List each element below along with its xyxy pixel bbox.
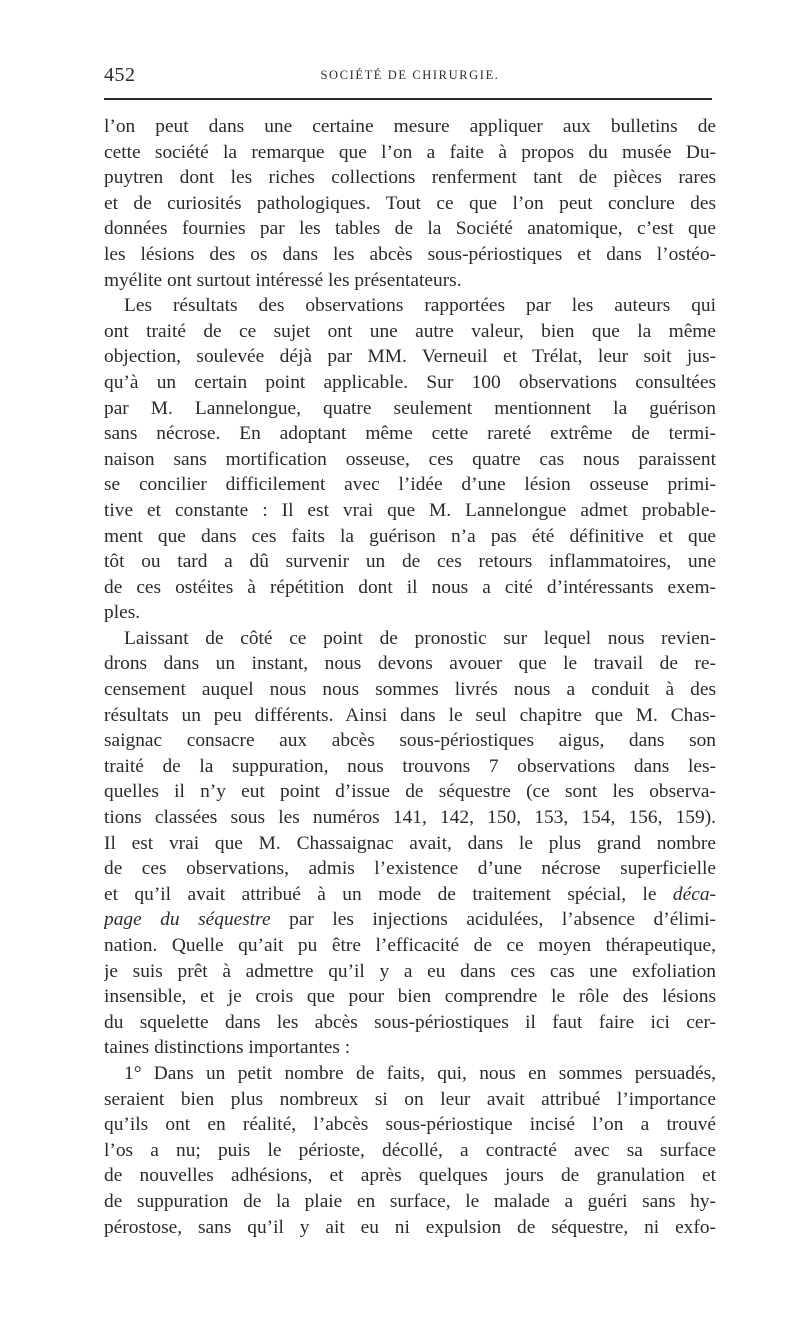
text-line: l’on peut dans une certaine mesure appliquer aux bulletins de — [104, 116, 716, 137]
paragraph-1 — [104, 114, 716, 293]
text-line: données fournies par les tables de la Société anatomique, c’est que — [104, 218, 716, 240]
running-title: SOCIÉTÉ DE CHIRURGIE. — [320, 68, 500, 82]
text-line: par M. Lannelongue, quatre seulement mentionnent la guérison — [104, 397, 716, 419]
text-line: Les résultats des observations rapportées par les auteurs qui — [124, 295, 716, 317]
text-line: nation. Quelle qu’ait pu être l’efficacité de ce moyen thérapeutique, — [104, 935, 716, 956]
text-line: ont traité de ce sujet ont une autre valeur, bien que la même — [104, 320, 716, 342]
text-line: taines distinctions importantes : — [104, 1037, 351, 1059]
page-number: 452 — [104, 64, 136, 86]
text-line: Il est vrai que M. Chassaignac avait, dans le plus grand nombre — [104, 832, 716, 854]
text-line: quelles il n’y eut point d’issue de séquestre (ce sont les observa- — [104, 781, 716, 803]
text-line: je suis prêt à admettre qu’il y a eu dans ces cas une exfoliation — [104, 960, 716, 982]
text-line: résultats un peu différents. Ainsi dans le seul chapitre que M. Chas- — [104, 704, 716, 726]
text-line: cette société la remarque que l’on a faite à propos du musée Du- — [104, 141, 716, 163]
text-line: et de curiosités pathologiques. Tout ce que l’on peut conclure des — [104, 192, 716, 214]
text-line: tôt ou tard a dû survenir un de ces retours inflammatoires, une — [104, 551, 716, 573]
text-line: objection, soulevée déjà par MM. Verneuil et Trélat, leur soit jus- — [104, 346, 716, 368]
text-line-with-italic — [104, 907, 716, 933]
text-line: naison sans mortification osseuse, ces quatre cas nous paraissent — [104, 448, 716, 470]
italic-segment: page du séquestre — [104, 909, 271, 931]
text-line: saignac consacre aux abcès sous-périostiques aigus, dans son — [104, 730, 716, 752]
text-line: myélite ont surtout intéressé les présentateurs. — [104, 269, 462, 291]
text-line: qu’à un certain point applicable. Sur 100 observations consultées — [104, 371, 716, 393]
text-line: censement auquel nous nous sommes livrés nous a conduit à des — [104, 679, 716, 701]
text-line: de suppuration de la plaie en surface, le malade a guéri sans hy- — [104, 1190, 716, 1212]
text-line-with-italic — [104, 882, 716, 908]
italic-segment: déca- — [672, 883, 716, 905]
text-line: l’os a nu; puis le périoste, décollé, a contracté avec sa surface — [104, 1139, 716, 1161]
text-line: 1° Dans un petit nombre de faits, qui, nous en sommes persuadés, — [124, 1062, 716, 1084]
text-segment: par les injections acidulées, l’absence d’élimi- — [270, 909, 716, 931]
text-line: ples. — [104, 602, 141, 624]
text-line: de ces observations, admis l’existence d’une nécrose superficielle — [104, 858, 716, 880]
body-text — [104, 114, 716, 1240]
text-line: tive et constante : Il est vrai que M. Lannelongue admet probable- — [104, 499, 716, 521]
text-line: drons dans un instant, nous devons avouer que le travail de re- — [104, 653, 716, 675]
text-line: de nouvelles adhésions, et après quelques jours de granulation et — [104, 1165, 716, 1187]
text-line: insensible, et je crois que pour bien comprendre le rôle des lésions — [104, 986, 716, 1008]
text-line: Laissant de côté ce point de pronostic sur lequel nous revien- — [124, 627, 716, 649]
text-line: ment que dans ces faits la guérison n’a pas été définitive et que — [104, 525, 716, 547]
text-line: sans nécrose. En adoptant même cette rareté extrême de termi- — [104, 423, 716, 445]
text-line: puytren dont les riches collections renferment tant de pièces rares — [104, 167, 716, 189]
paragraph-3 — [104, 626, 716, 1061]
paragraph-4 — [104, 1061, 716, 1240]
text-line: seraient bien plus nombreux si on leur avait attribué l’importance — [104, 1088, 716, 1110]
text-line: pérostose, sans qu’il y ait eu ni expulsion de séquestre, ni exfo- — [104, 1216, 716, 1238]
text-segment: et qu’il avait attribué à un mode de traitement spécial, le — [104, 883, 657, 905]
text-line: traité de la suppuration, nous trouvons 7 observations dans les- — [104, 755, 716, 777]
header-rule — [104, 98, 712, 100]
page-header — [104, 60, 716, 88]
text-line: qu’ils ont en réalité, l’abcès sous-périostique incisé l’on a trouvé — [104, 1114, 716, 1136]
text-line: du squelette dans les abcès sous-périostiques il faut faire ici cer- — [104, 1011, 716, 1033]
text-line: de ces ostéites à répétition dont il nous a cité d’intéressants exem- — [104, 576, 716, 598]
paragraph-2 — [104, 293, 716, 626]
text-line: tions classées sous les numéros 141, 142, 150, 153, 154, 156, 159). — [104, 807, 716, 829]
text-line: se concilier difficilement avec l’idée d’une lésion osseuse primi- — [104, 474, 716, 496]
text-line: les lésions des os dans les abcès sous-périostiques et dans l’ostéo- — [104, 243, 716, 265]
